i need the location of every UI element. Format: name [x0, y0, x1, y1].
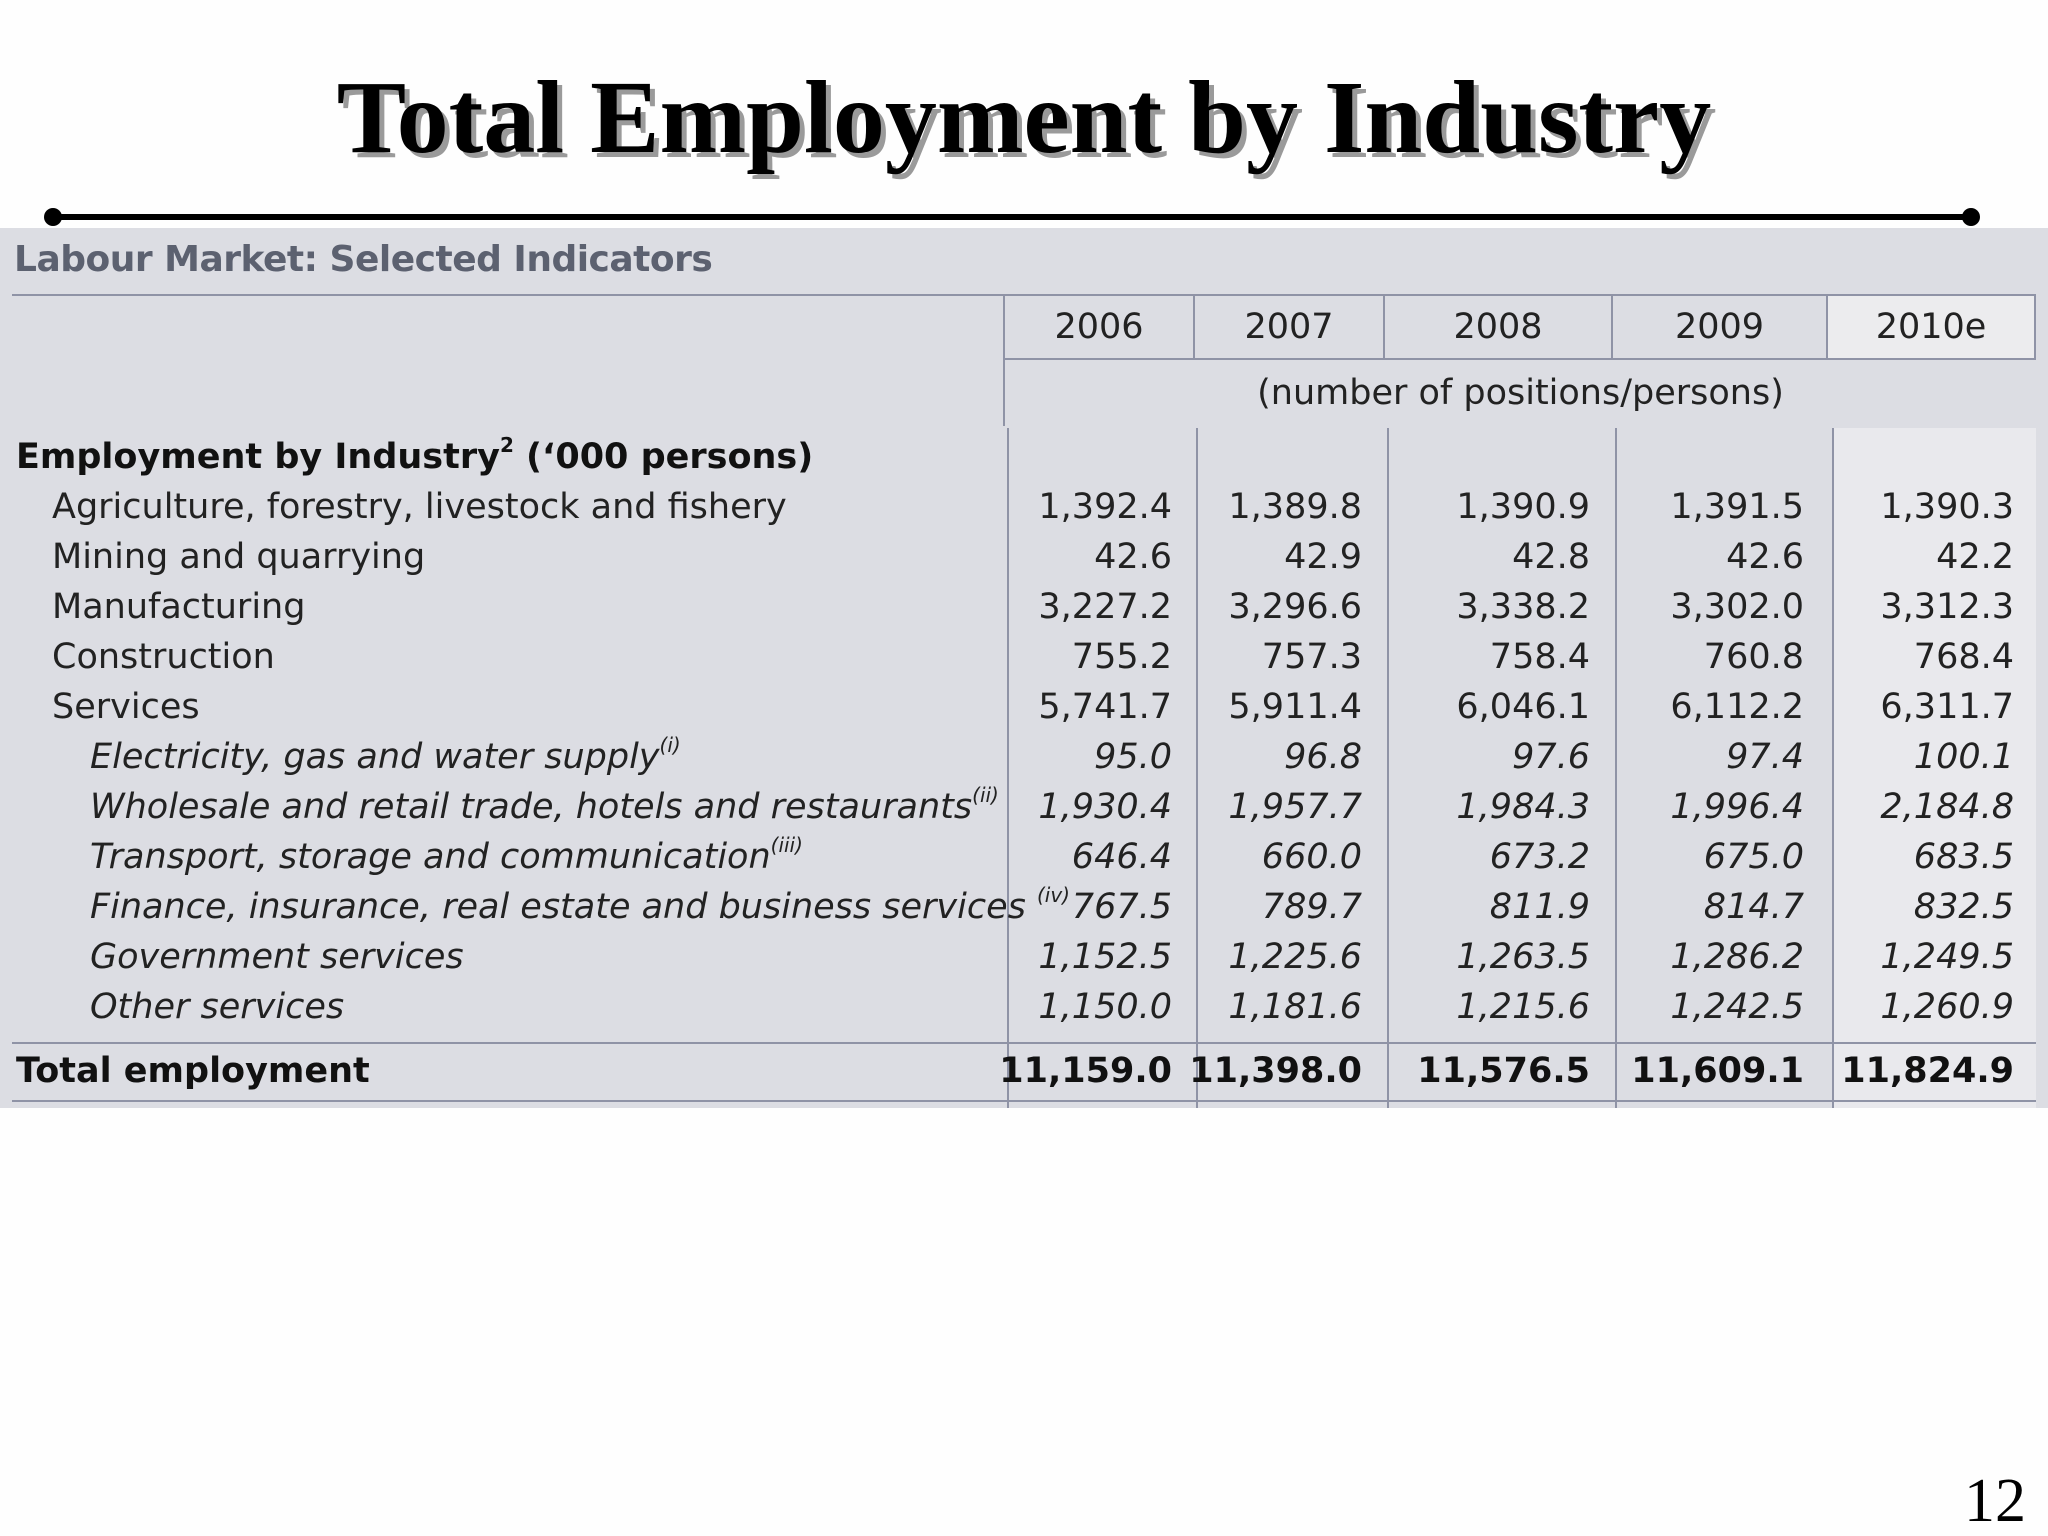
cell-value-2009: 3,302.0 — [1670, 587, 1804, 627]
total-value-2010e: 11,824.9 — [1841, 1051, 2014, 1091]
footnote-marker: (i) — [659, 733, 681, 757]
divider-left-dot — [44, 208, 62, 226]
table-row — [0, 632, 2048, 682]
cell-value-2008: 1,215.6 — [1456, 987, 1590, 1027]
year-header-2008: 2008 — [1383, 296, 1611, 358]
cell-value-2008: 6,046.1 — [1456, 687, 1590, 727]
cell-value-2006: 1,392.4 — [1038, 487, 1172, 527]
row-label: Construction — [52, 637, 275, 677]
table-row — [0, 882, 2048, 932]
cell-value-2010e: 1,390.3 — [1880, 487, 2014, 527]
section-heading: Employment by Industry$^2$ (‘000 persons) — [16, 433, 814, 477]
row-label: Wholesale and retail trade, hotels and restaurants$^{(ii)}$ — [90, 783, 999, 827]
cell-value-2008: 42.8 — [1512, 537, 1590, 577]
cell-value-2007: 1,181.6 — [1228, 987, 1362, 1027]
cell-value-2010e: 42.2 — [1936, 537, 2014, 577]
cell-value-2010e: 6,311.7 — [1880, 687, 2014, 727]
year-header-2009: 2009 — [1611, 296, 1826, 358]
cell-value-2007: 789.7 — [1261, 887, 1362, 927]
cell-value-2006: 767.5 — [1071, 887, 1172, 927]
cell-value-2010e: 832.5 — [1913, 887, 2014, 927]
total-value-2006: 11,159.0 — [999, 1051, 1172, 1091]
cell-value-2009: 1,391.5 — [1670, 487, 1804, 527]
table-row — [0, 582, 2048, 632]
cell-value-2007: 5,911.4 — [1228, 687, 1362, 727]
total-value-2007: 11,398.0 — [1189, 1051, 1362, 1091]
table-row — [0, 682, 2048, 732]
row-label: Transport, storage and communication$^{(iii)}$ — [90, 833, 803, 877]
row-label: Finance, insurance, real estate and business services $^{(iv)}$ — [90, 883, 1070, 927]
section-heading-row — [0, 432, 2048, 482]
cell-value-2010e: 1,260.9 — [1880, 987, 2014, 1027]
cell-value-2010e: 768.4 — [1913, 637, 2014, 677]
cell-value-2010e: 2,184.8 — [1880, 787, 2014, 827]
slide-title: Total Employment by Industry — [336, 60, 1712, 175]
cell-value-2010e: 3,312.3 — [1880, 587, 2014, 627]
cell-value-2008: 1,390.9 — [1456, 487, 1590, 527]
total-label: Total employment — [16, 1051, 370, 1091]
row-label: Manufacturing — [52, 587, 306, 627]
cell-value-2009: 814.7 — [1703, 887, 1804, 927]
total-top-border — [12, 1042, 2036, 1044]
cell-value-2009: 1,242.5 — [1670, 987, 1804, 1027]
cell-value-2007: 42.9 — [1284, 537, 1362, 577]
total-bottom-border — [12, 1100, 2036, 1102]
cell-value-2009: 1,996.4 — [1670, 787, 1804, 827]
row-label: Mining and quarrying — [52, 537, 426, 577]
footnote-marker: (ii) — [972, 783, 999, 807]
page-number: 12 — [1964, 1467, 2026, 1535]
table-row — [0, 982, 2048, 1032]
table-title: Labour Market: Selected Indicators — [14, 239, 713, 280]
table-row — [0, 782, 2048, 832]
row-label: Electricity, gas and water supply$^{(i)}$ — [90, 733, 681, 777]
cell-value-2006: 95.0 — [1094, 737, 1172, 777]
total-row — [0, 1046, 2048, 1096]
cell-value-2006: 755.2 — [1071, 637, 1172, 677]
cell-value-2006: 42.6 — [1094, 537, 1172, 577]
cell-value-2008: 3,338.2 — [1456, 587, 1590, 627]
cell-value-2008: 673.2 — [1489, 837, 1590, 877]
total-value-2009: 11,609.1 — [1631, 1051, 1804, 1091]
cell-value-2008: 1,984.3 — [1456, 787, 1590, 827]
table-row — [0, 832, 2048, 882]
cell-value-2008: 97.6 — [1512, 737, 1590, 777]
row-label: Agriculture, forestry, livestock and fishery — [52, 487, 787, 527]
cell-value-2007: 1,225.6 — [1228, 937, 1362, 977]
cell-value-2006: 646.4 — [1071, 837, 1172, 877]
cell-value-2009: 42.6 — [1726, 537, 1804, 577]
year-header-2007: 2007 — [1193, 296, 1383, 358]
year-header-2006: 2006 — [1003, 296, 1193, 358]
total-value-2008: 11,576.5 — [1417, 1051, 1590, 1091]
divider-right-dot — [1962, 208, 1980, 226]
row-label: Services — [52, 687, 200, 727]
cell-value-2009: 675.0 — [1703, 837, 1804, 877]
table-row — [0, 932, 2048, 982]
cell-value-2006: 5,741.7 — [1038, 687, 1172, 727]
cell-value-2006: 1,150.0 — [1038, 987, 1172, 1027]
cell-value-2008: 1,263.5 — [1456, 937, 1590, 977]
cell-value-2009: 6,112.2 — [1670, 687, 1804, 727]
year-header-2010e: 2010e — [1826, 296, 2036, 358]
row-label: Other services — [90, 987, 345, 1027]
cell-value-2007: 757.3 — [1261, 637, 1362, 677]
cell-value-2006: 1,930.4 — [1038, 787, 1172, 827]
footnote-marker: (iii) — [770, 833, 803, 857]
cell-value-2007: 1,957.7 — [1228, 787, 1362, 827]
cell-value-2007: 96.8 — [1284, 737, 1362, 777]
cell-value-2009: 760.8 — [1703, 637, 1804, 677]
table-row — [0, 482, 2048, 532]
title-divider — [48, 214, 1978, 220]
footnote-marker: (iv) — [1036, 883, 1070, 907]
cell-value-2006: 1,152.5 — [1038, 937, 1172, 977]
cell-value-2010e: 1,249.5 — [1880, 937, 2014, 977]
table-row — [0, 532, 2048, 582]
cell-value-2009: 97.4 — [1726, 737, 1804, 777]
table-row — [0, 732, 2048, 782]
cell-value-2009: 1,286.2 — [1670, 937, 1804, 977]
cell-value-2007: 660.0 — [1261, 837, 1362, 877]
indicators-table — [0, 228, 2048, 1108]
cell-value-2008: 811.9 — [1489, 887, 1590, 927]
cell-value-2010e: 100.1 — [1913, 737, 2014, 777]
cell-value-2007: 1,389.8 — [1228, 487, 1362, 527]
cell-value-2007: 3,296.6 — [1228, 587, 1362, 627]
cell-value-2010e: 683.5 — [1913, 837, 2014, 877]
units-caption: (number of positions/persons) — [1003, 360, 2036, 426]
cell-value-2008: 758.4 — [1489, 637, 1590, 677]
cell-value-2006: 3,227.2 — [1038, 587, 1172, 627]
row-label: Government services — [90, 937, 464, 977]
